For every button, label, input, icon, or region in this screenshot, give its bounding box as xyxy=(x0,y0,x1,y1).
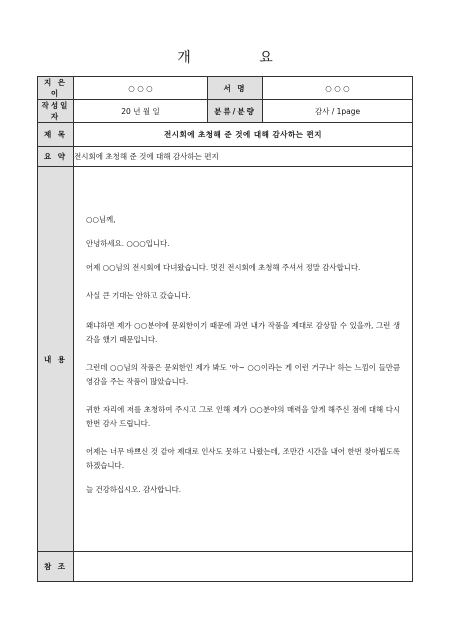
date-row xyxy=(38,100,413,123)
summary-row xyxy=(38,147,413,167)
author-label: 지 은 이 xyxy=(38,77,74,100)
letter-paragraph: 어제 ○○님의 전시회에 다녀왔습니다. 멋진 전시회에 초청해 주셔서 정말 감사합니다. xyxy=(86,263,361,272)
letter-paragraph: 늘 건강하십시오. 감사합니다. xyxy=(86,485,182,494)
letter-paragraph: 어제는 너무 바쁘신 것 같아 제대로 인사도 못하고 나왔는데, 조만간 시간을 내어 한번 찾아뵙도록 하겠습니다. xyxy=(86,447,400,470)
author-value: ○ ○ ○ xyxy=(74,77,208,100)
reference-label: 참 조 xyxy=(38,552,74,582)
letter-paragraph: 왜냐하면 제가 ○○분야에 문외한이기 때문에 과연 내가 작품을 제대로 감상할 수 있을까, 그런 생각을 했기 때문입니다. xyxy=(86,321,400,344)
summary-form-table xyxy=(37,76,413,582)
category-label: 분류/분량 xyxy=(208,100,263,123)
category-value: 감사 / 1page xyxy=(263,100,413,123)
subject-row xyxy=(38,123,413,147)
signature-value: ○ ○ ○ xyxy=(263,77,413,100)
signature-label: 서 명 xyxy=(208,77,263,100)
letter-paragraph: 사실 큰 기대는 안하고 갔습니다. xyxy=(86,291,191,300)
letter-paragraph: ○○님께, xyxy=(86,215,116,224)
letter-paragraph: 그런데 ○○님의 작품은 문외한인 제가 봐도 '아~ ○○이라는 게 이런 거구나' 하는 느낌이 들만큼 영감을 주는 작품이 많았습니다. xyxy=(86,363,400,386)
summary-label: 요 약 xyxy=(38,147,74,167)
date-label: 작성일자 xyxy=(38,100,74,123)
subject-value: 전시회에 초청해 준 것에 대해 감사하는 편지 xyxy=(74,123,413,147)
letter-text xyxy=(74,205,412,513)
author-row xyxy=(38,77,413,100)
reference-value xyxy=(74,552,413,582)
reference-row xyxy=(38,552,413,582)
letter-paragraph: 안녕하세요. ○○○입니다. xyxy=(86,239,170,248)
content-label: 내 용 xyxy=(38,167,74,552)
page-title: 개 요 xyxy=(177,50,305,66)
letter-body xyxy=(74,167,413,552)
date-value: 20 년 월 일 xyxy=(74,100,208,123)
content-row xyxy=(38,167,413,552)
summary-value: 전시회에 초청해 준 것에 대해 감사하는 편지 xyxy=(74,147,413,167)
letter-paragraph: 귀한 자리에 저를 초청하여 주시고 그로 인해 제가 ○○분야의 매력을 알게 해주신 점에 대해 다시 한번 감사 드립니다. xyxy=(86,405,400,428)
subject-label: 제 목 xyxy=(38,123,74,147)
